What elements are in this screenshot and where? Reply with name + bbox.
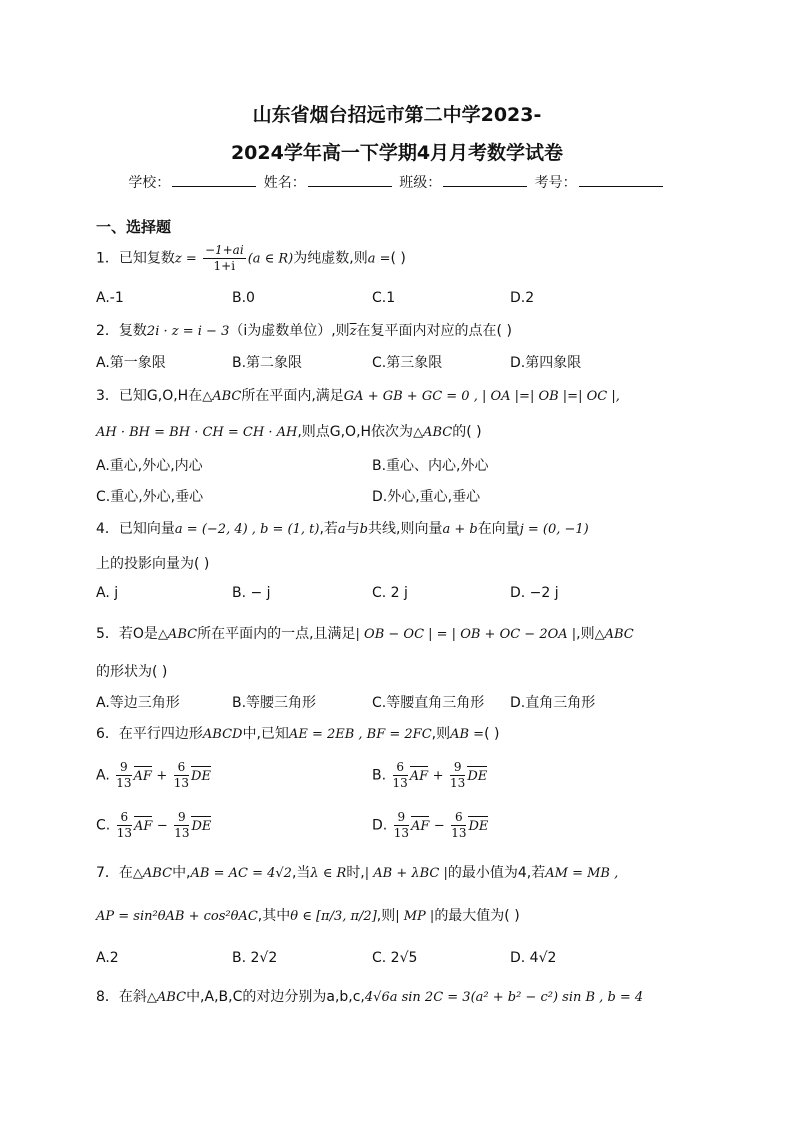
question-5-stem: 5．若O是△ABC所在平面内的一点,且满足| OB − OC | = | OB + OC − 2OA |,则△ABC <box>96 626 634 642</box>
q3-option-b[interactable]: B.重心、内心,外心 <box>372 458 489 474</box>
exam-title-line1: 山东省烟台招远市第二中学2023- <box>252 104 542 126</box>
q7-option-b[interactable]: B. 2√2 <box>232 950 278 966</box>
question-5-stem-line2: 的形状为( ) <box>96 664 168 680</box>
q6-option-d[interactable]: D. $\frac{9}{13}$ AF − $\frac{6}{13}$ DE <box>372 810 489 840</box>
school-label: 学校： <box>128 175 171 191</box>
number-blank[interactable] <box>579 174 663 187</box>
q4-option-c[interactable]: C. 2 j <box>372 585 408 601</box>
student-info-row <box>0 172 794 192</box>
question-4-stem: 4．已知向量a = (−2, 4) , b = (1, t),若a与b共线,则向量a + b在向量j = (0, −1) <box>96 521 589 537</box>
q3-option-d[interactable]: D.外心,重心,垂心 <box>372 489 481 505</box>
question-7-stem-line2: AP = sin²θAB + cos²θAC,其中θ ∈ [π/3, π/2],则| MP |的最大值为( ) <box>96 908 520 924</box>
q3-option-a[interactable]: A.重心,外心,内心 <box>96 458 203 474</box>
q6-option-a[interactable]: A. $\frac{9}{13}$ AF + $\frac{6}{13}$ DE <box>96 760 211 790</box>
question-6-stem: 6．在平行四边形ABCD中,已知AE = 2EB , BF = 2FC,则AB =( ) <box>96 726 500 742</box>
q5-option-c[interactable]: C.等腰直角三角形 <box>372 695 485 711</box>
q2-option-b[interactable]: B.第二象限 <box>232 355 303 371</box>
number-label: 考号： <box>534 175 577 191</box>
class-blank[interactable] <box>443 174 527 187</box>
q7-option-c[interactable]: C. 2√5 <box>372 950 418 966</box>
q6-option-c[interactable]: C. $\frac{6}{13}$ AF − $\frac{9}{13}$ DE <box>96 810 212 840</box>
q1-option-c[interactable]: C.1 <box>372 290 396 306</box>
q2-option-a[interactable]: A.第一象限 <box>96 355 166 371</box>
q3-option-c[interactable]: C.重心,外心,垂心 <box>96 489 204 505</box>
q1-fraction: $\frac{-1+ai}{1+i}$ <box>204 243 244 273</box>
class-label: 班级： <box>399 175 442 191</box>
q2-option-d[interactable]: D.第四象限 <box>510 355 582 371</box>
question-8-stem: 8．在斜△ABC中,A,B,C的对边分别为a,b,c,4√6a sin 2C = 3(a² + b² − c²) sin B , b = 4 <box>96 989 644 1005</box>
q4-option-d[interactable]: D. −2 j <box>510 585 559 601</box>
q1-option-a[interactable]: A.-1 <box>96 290 124 306</box>
q7-option-a[interactable]: A.2 <box>96 950 119 966</box>
q4-option-b[interactable]: B. − j <box>232 585 271 601</box>
q5-option-b[interactable]: B.等腰三角形 <box>232 695 317 711</box>
exam-title-line2: 2024学年高一下学期4月月考数学试卷 <box>230 142 564 164</box>
q1-option-b[interactable]: B.0 <box>232 290 255 306</box>
question-3-stem: 3．已知G,O,H在△ABC所在平面内,满足GA + GB + GC = 0 , | OA |=| OB |=| OC |, <box>96 388 620 404</box>
q4-option-a[interactable]: A. j <box>96 585 119 601</box>
name-blank[interactable] <box>308 174 392 187</box>
question-1-stem: 1．已知复数z = $\frac{-1+ai}{1+i}$ (a ∈ R)为纯虚数,则a =( ) <box>96 243 406 273</box>
section-title: 一、选择题 <box>96 218 172 236</box>
q5-option-a[interactable]: A.等边三角形 <box>96 695 180 711</box>
question-2-stem: 2．复数2i · z = i − 3（i为虚数单位）,则$\overline{z}$在复平面内对应的点在( ) <box>96 323 512 339</box>
q7-option-d[interactable]: D. 4√2 <box>510 950 557 966</box>
question-4-stem-line2: 上的投影向量为( ) <box>96 556 210 572</box>
question-7-stem: 7．在△ABC中,AB = AC = 4√2,当λ ∈ R时,| AB + λBC |的最小值为4,若AM = MB , <box>96 865 619 881</box>
q2-option-c[interactable]: C.第三象限 <box>372 355 443 371</box>
q5-option-d[interactable]: D.直角三角形 <box>510 695 596 711</box>
school-blank[interactable] <box>172 174 256 187</box>
name-label: 姓名： <box>263 175 306 191</box>
question-3-stem-line2: AH · BH = BH · CH = CH · AH,则点G,O,H依次为△ABC的( ) <box>96 424 482 440</box>
q1-option-d[interactable]: D.2 <box>510 290 535 306</box>
q6-option-b[interactable]: B. $\frac{6}{13}$ AF + $\frac{9}{13}$ DE <box>372 760 488 790</box>
